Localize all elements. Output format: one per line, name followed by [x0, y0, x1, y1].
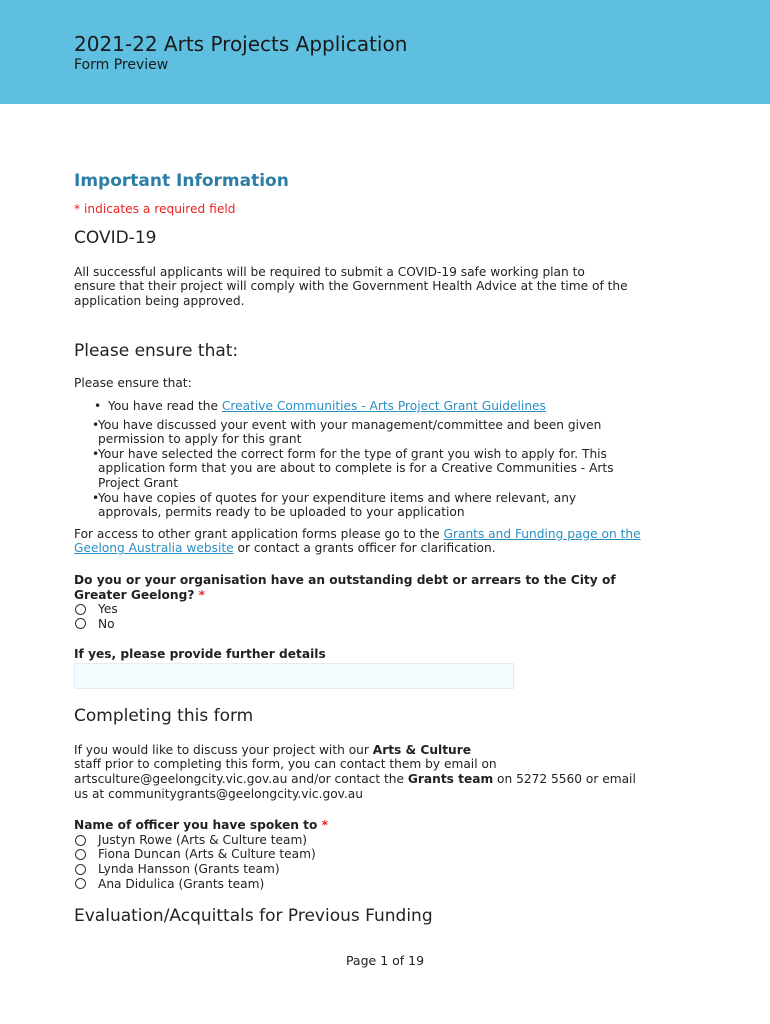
bullet-icon: •: [92, 417, 100, 432]
grants-funding-link[interactable]: Grants and Funding page on the: [443, 526, 641, 541]
radio-label: No: [98, 616, 115, 631]
radio-button[interactable]: [75, 849, 86, 860]
radio-option-officer[interactable]: [74, 833, 684, 848]
bullet-icon: •: [92, 490, 100, 505]
guidelines-link[interactable]: Creative Communities - Arts Project Grant Guidelines: [221, 398, 546, 413]
bullet-text: permission to apply for this grant: [98, 432, 302, 447]
ensure-heading: Please ensure that:: [74, 341, 239, 362]
details-label: If yes, please provide further details: [74, 647, 326, 662]
list-item: [74, 418, 684, 447]
completing-line: staff prior to completing this form, you can contact them by email on: [74, 757, 497, 772]
bullet-icon: •: [94, 398, 102, 413]
completing-text: [74, 743, 684, 801]
bullet-text: Project Grant: [98, 475, 178, 490]
covid-line: ensure that their project will comply with the Government Health Advice at the time of the: [74, 279, 628, 294]
radio-label: Fiona Duncan (Arts & Culture team): [98, 847, 316, 862]
geelong-website-link[interactable]: Geelong Australia website: [74, 541, 234, 556]
radio-option-yes[interactable]: [74, 602, 684, 617]
access-suffix: or contact a grants officer for clarification.: [237, 541, 496, 556]
list-item: [74, 447, 684, 491]
bullet-text: approvals, permits ready to be uploaded to your application: [98, 505, 465, 520]
radio-option-officer[interactable]: [74, 847, 684, 862]
required-asterisk: *: [321, 818, 328, 833]
required-asterisk: *: [198, 587, 206, 602]
page-number: Page 1 of 19: [345, 953, 425, 968]
form-header: [0, 0, 770, 104]
radio-label: Yes: [98, 602, 118, 617]
debt-details-input[interactable]: [74, 663, 514, 689]
radio-option-officer[interactable]: [74, 862, 684, 877]
access-prefix: For access to other grant application forms please go to the: [74, 526, 440, 541]
arts-culture-bold: Arts & Culture: [372, 742, 471, 757]
debt-question-line: Greater Geelong?: [74, 587, 195, 602]
radio-button[interactable]: [75, 604, 86, 615]
bullet-icon: •: [92, 446, 100, 461]
bullet-text: You have read the: [108, 398, 218, 413]
completing-line: If you would like to discuss your project with our: [74, 742, 369, 757]
radio-button[interactable]: [75, 835, 86, 846]
bullet-text: Your have selected the correct form for the type of grant you wish to apply for. This: [98, 446, 607, 461]
required-field-note: * indicates a required field: [74, 202, 236, 216]
evaluation-heading: Evaluation/Acquittals for Previous Funding: [74, 906, 433, 927]
covid-line: application being approved.: [74, 293, 245, 308]
form-content: [74, 170, 684, 927]
form-subtitle: Form Preview: [74, 57, 169, 73]
bullet-text: You have copies of quotes for your expenditure items and where relevant, any: [98, 490, 577, 505]
completing-heading: Completing this form: [74, 705, 254, 726]
completing-line: on 5272 5560 or email: [497, 772, 636, 787]
completing-line: artsculture@geelongcity.vic.gov.au and/or contact the: [74, 772, 405, 787]
form-title: 2021-22 Arts Projects Application: [74, 32, 408, 56]
covid-line: All successful applicants will be required to submit a COVID-19 safe working plan to: [74, 264, 585, 279]
debt-question-line: Do you or your organisation have an outstanding debt or arrears to the City of: [74, 572, 616, 587]
radio-label: Lynda Hansson (Grants team): [98, 862, 280, 877]
radio-label: Ana Didulica (Grants team): [98, 876, 265, 891]
completing-line: us at communitygrants@geelongcity.vic.gov.au: [74, 786, 363, 801]
covid-text: [74, 265, 684, 309]
radio-button[interactable]: [75, 864, 86, 875]
grants-team-bold: Grants team: [407, 772, 494, 787]
bullet-text: You have discussed your event with your management/committee and been given: [98, 417, 602, 432]
ensure-list: [74, 399, 684, 520]
access-text: [74, 527, 684, 556]
radio-button[interactable]: [75, 618, 86, 629]
important-info-heading: Important Information: [74, 171, 289, 191]
list-item: [74, 491, 684, 520]
radio-label: Justyn Rowe (Arts & Culture team): [98, 832, 308, 847]
radio-option-officer[interactable]: [74, 877, 684, 892]
debt-question: [74, 573, 684, 631]
radio-option-no[interactable]: [74, 617, 684, 632]
officer-label: Name of officer you have spoken to: [74, 818, 318, 833]
bullet-text: application form that you are about to complete is for a Creative Communities - Arts: [98, 461, 614, 476]
ensure-intro: Please ensure that:: [74, 376, 192, 391]
officer-question: [74, 818, 684, 891]
radio-button[interactable]: [75, 878, 86, 889]
list-item: [74, 399, 684, 414]
covid-heading: COVID-19: [74, 227, 157, 248]
